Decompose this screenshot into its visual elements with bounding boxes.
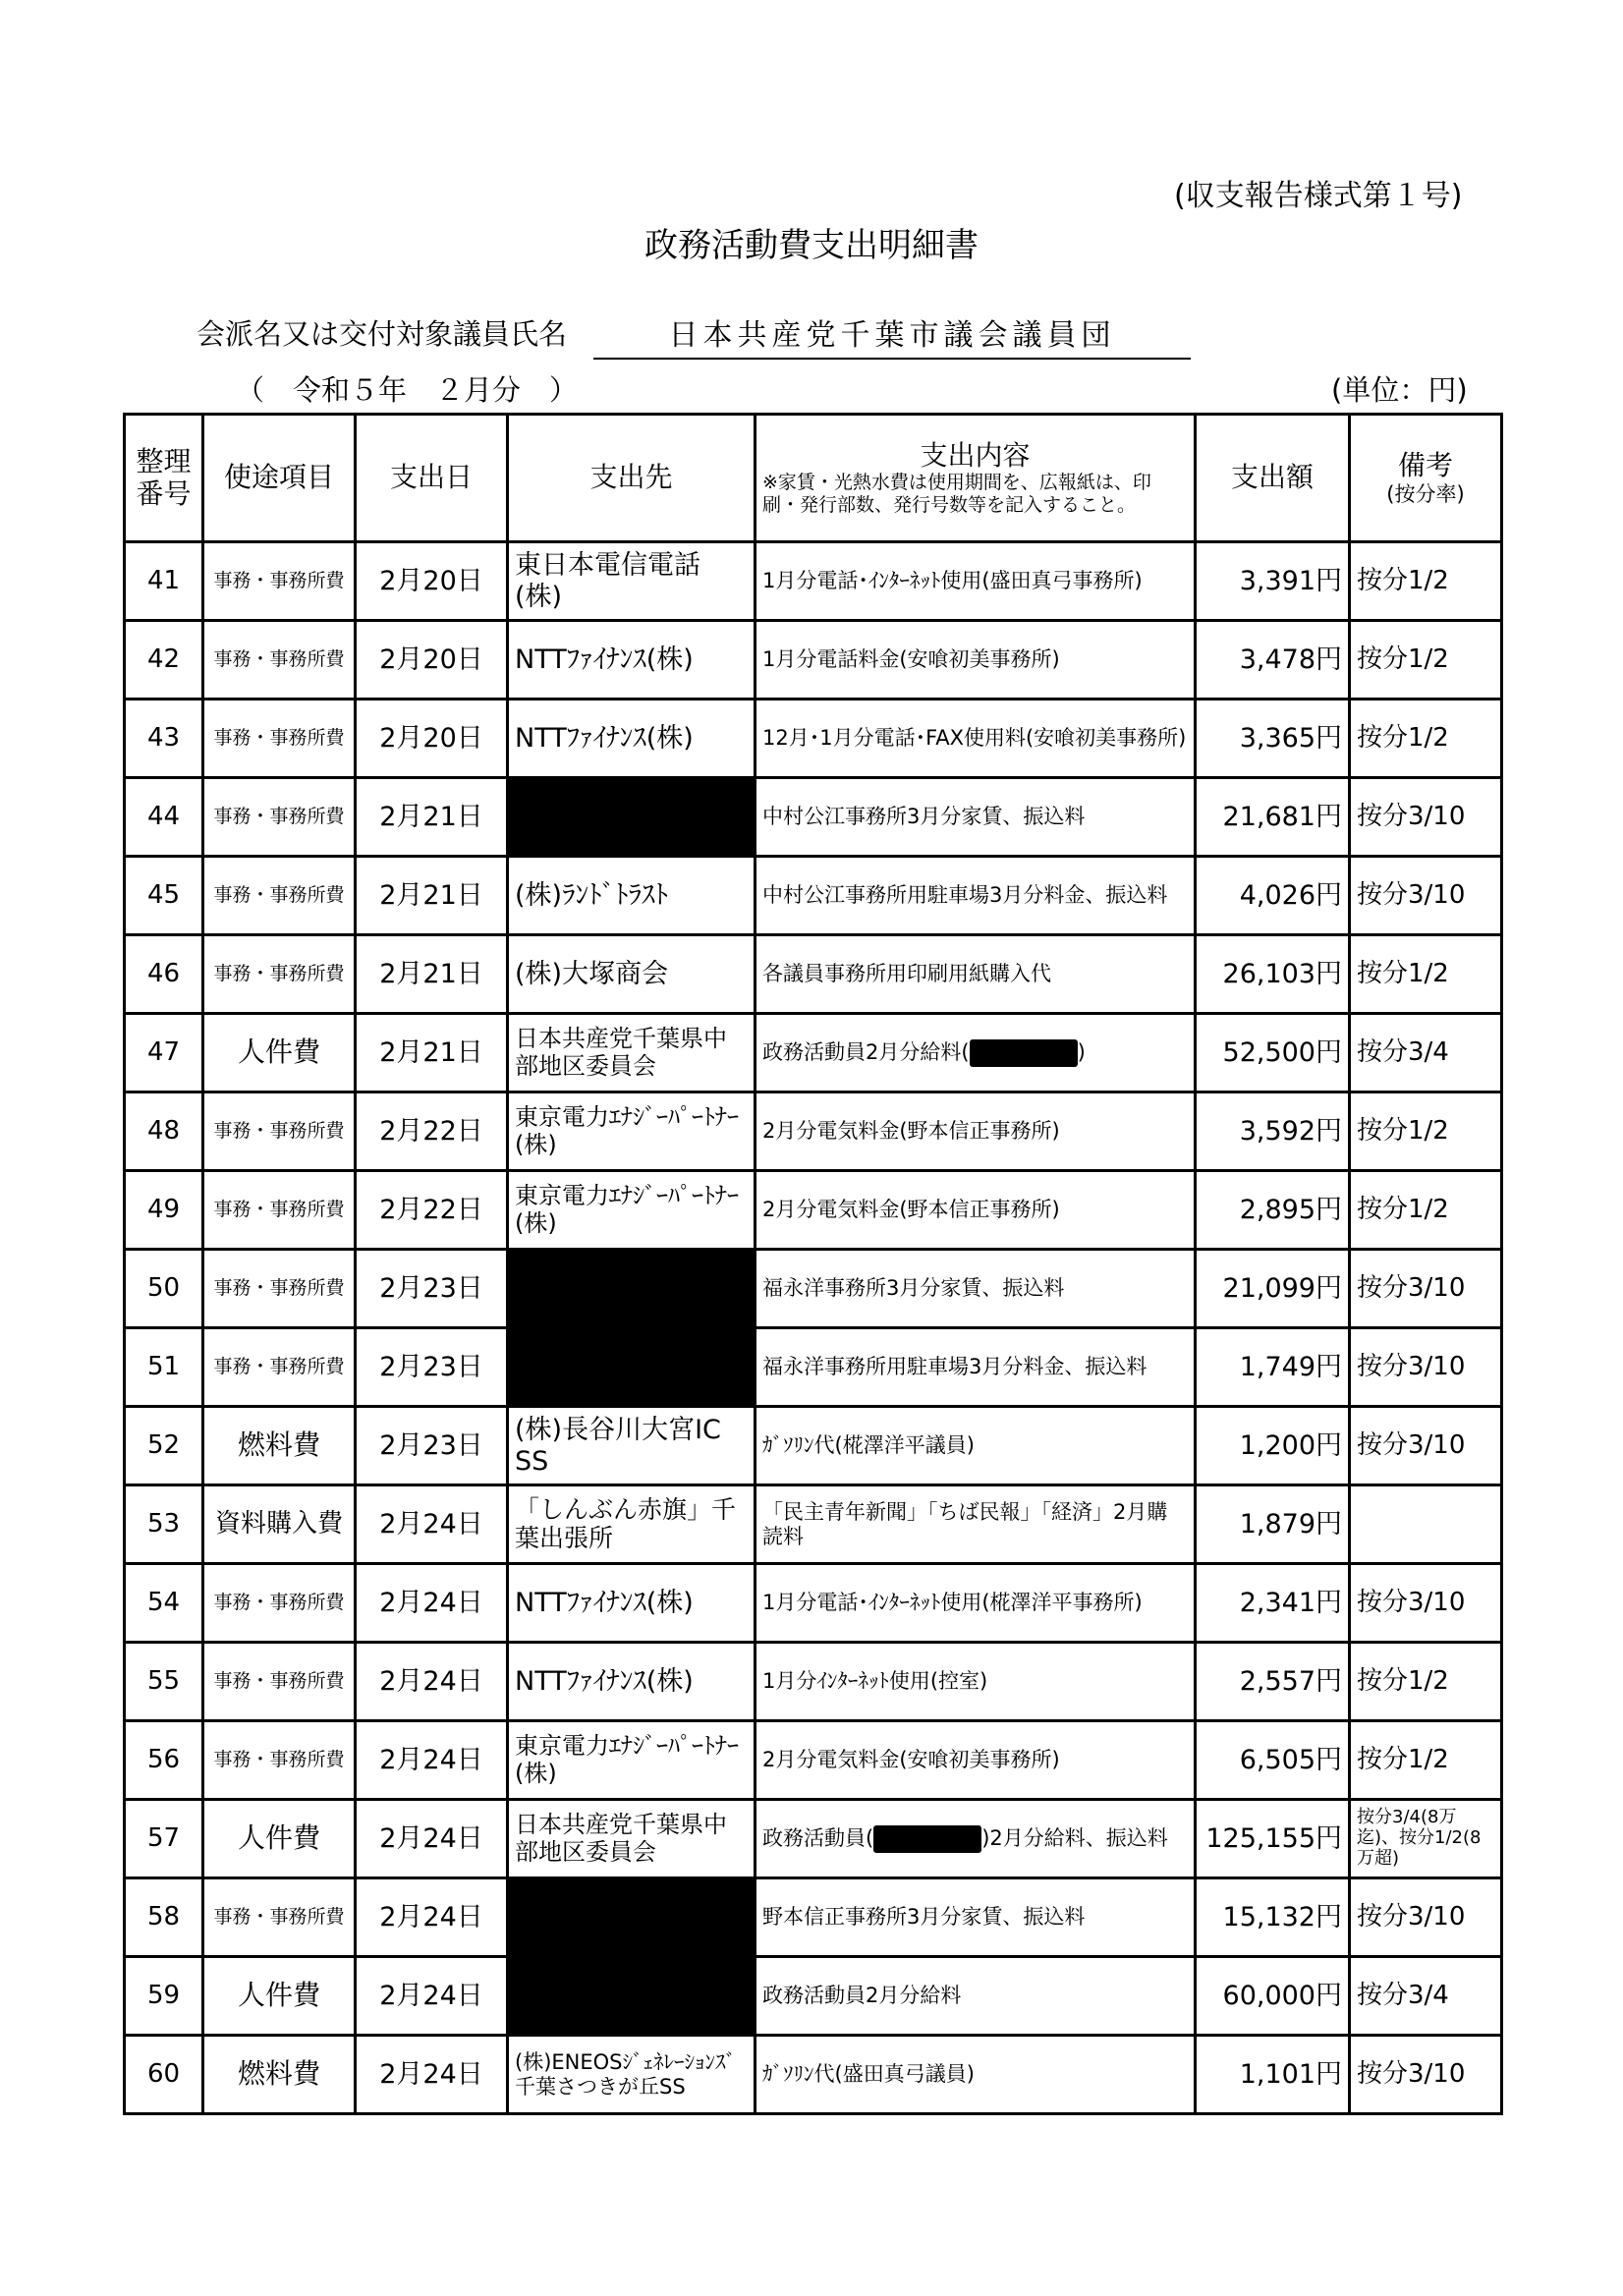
table-row <box>125 857 1502 935</box>
row-date: 2月21日 <box>356 935 508 1014</box>
row-remarks <box>1350 1485 1502 1564</box>
row-date: 2月22日 <box>356 1171 508 1250</box>
row-payee: 東京電力ｴﾅｼﾞｰﾊﾟｰﾄﾅｰ(株) <box>508 1171 756 1250</box>
row-category: 事務・事務所費 <box>203 1643 356 1721</box>
row-no: 53 <box>125 1485 203 1564</box>
row-payee: (株)大塚商会 <box>508 935 756 1014</box>
row-amount: 4,026円 <box>1196 857 1350 935</box>
row-remarks: 按分1/2 <box>1350 1721 1502 1800</box>
col-header-content-note: ※家賃・光熱水費は使用期間を、広報紙は、印刷・発行部数、発行号数等を記入すること。 <box>762 471 1151 516</box>
redaction-bar <box>873 1825 981 1853</box>
content-prefix: 政務活動員( <box>762 1825 874 1850</box>
row-date: 2月22日 <box>356 1092 508 1171</box>
row-amount: 3,391円 <box>1196 542 1350 621</box>
row-no: 59 <box>125 1957 203 2036</box>
row-no: 46 <box>125 935 203 1014</box>
redacted-payee <box>508 778 756 857</box>
row-no: 56 <box>125 1721 203 1800</box>
row-category: 事務・事務所費 <box>203 1721 356 1800</box>
table-row <box>125 1407 1502 1485</box>
page-title: 政務活動費支出明細書 <box>644 226 979 265</box>
table-row <box>125 542 1502 621</box>
row-amount: 1,879円 <box>1196 1485 1350 1564</box>
row-content: 中村公江事務所用駐車場3月分料金、振込料 <box>756 857 1196 935</box>
row-date: 2月24日 <box>356 2036 508 2114</box>
row-content: 野本信正事務所3月分家賃、振込料 <box>756 1878 1196 1957</box>
row-no: 42 <box>125 621 203 700</box>
row-amount: 125,155円 <box>1196 1800 1350 1878</box>
row-remarks: 按分3/10 <box>1350 2036 1502 2114</box>
row-category: 事務・事務所費 <box>203 1328 356 1407</box>
table-row <box>125 1721 1502 1800</box>
row-category: 事務・事務所費 <box>203 778 356 857</box>
row-amount: 2,341円 <box>1196 1564 1350 1643</box>
row-amount: 1,749円 <box>1196 1328 1350 1407</box>
row-content: 2月分電気料金(安喰初美事務所) <box>756 1721 1196 1800</box>
redaction-bar <box>970 1039 1078 1067</box>
table-row <box>125 700 1502 778</box>
row-remarks: 按分3/4 <box>1350 1957 1502 2036</box>
row-amount: 1,200円 <box>1196 1407 1350 1485</box>
row-payee: (株)長谷川大宮IC SS <box>508 1407 756 1485</box>
row-date: 2月21日 <box>356 1014 508 1092</box>
row-content <box>756 1800 1196 1878</box>
expense-table <box>123 413 1503 2115</box>
row-category: 事務・事務所費 <box>203 1171 356 1250</box>
row-remarks: 按分3/4(8万迄)、按分1/2(8万超) <box>1350 1800 1502 1878</box>
row-remarks: 按分1/2 <box>1350 542 1502 621</box>
table-row <box>125 1171 1502 1250</box>
row-no: 58 <box>125 1878 203 1957</box>
row-category: 事務・事務所費 <box>203 857 356 935</box>
row-remarks: 按分3/10 <box>1350 1328 1502 1407</box>
table-row <box>125 778 1502 857</box>
table-row <box>125 1328 1502 1407</box>
col-header-remarks <box>1350 415 1502 542</box>
row-payee: 東日本電信電話(株) <box>508 542 756 621</box>
row-category: 事務・事務所費 <box>203 1092 356 1171</box>
row-no: 41 <box>125 542 203 621</box>
row-amount: 1,101円 <box>1196 2036 1350 2114</box>
row-date: 2月24日 <box>356 1878 508 1957</box>
row-content: 1月分電話料金(安喰初美事務所) <box>756 621 1196 700</box>
row-payee: 「しんぶん赤旗」千葉出張所 <box>508 1485 756 1564</box>
table-row <box>125 1485 1502 1564</box>
row-remarks: 按分3/10 <box>1350 1878 1502 1957</box>
row-category: 燃料費 <box>203 2036 356 2114</box>
col-header-amount: 支出額 <box>1196 415 1350 542</box>
row-no: 50 <box>125 1250 203 1328</box>
row-remarks: 按分1/2 <box>1350 621 1502 700</box>
row-amount: 3,365円 <box>1196 700 1350 778</box>
row-content: 2月分電気料金(野本信正事務所) <box>756 1092 1196 1171</box>
row-remarks: 按分1/2 <box>1350 1643 1502 1721</box>
row-content <box>756 1014 1196 1092</box>
table-row <box>125 1878 1502 1957</box>
row-no: 44 <box>125 778 203 857</box>
row-category: 事務・事務所費 <box>203 621 356 700</box>
row-remarks: 按分1/2 <box>1350 1092 1502 1171</box>
table-row <box>125 1250 1502 1328</box>
col-header-no: 整理番号 <box>125 415 203 542</box>
row-remarks: 按分3/10 <box>1350 1564 1502 1643</box>
row-remarks: 按分3/10 <box>1350 857 1502 935</box>
row-content: 政務活動員2月分給料 <box>756 1957 1196 2036</box>
row-content: 1月分電話･ｲﾝﾀｰﾈｯﾄ使用(椛澤洋平事務所) <box>756 1564 1196 1643</box>
row-amount: 52,500円 <box>1196 1014 1350 1092</box>
row-content: 1月分ｲﾝﾀｰﾈｯﾄ使用(控室) <box>756 1643 1196 1721</box>
row-content: ｶﾞｿﾘﾝ代(盛田真弓議員) <box>756 2036 1196 2114</box>
row-date: 2月21日 <box>356 857 508 935</box>
row-amount: 26,103円 <box>1196 935 1350 1014</box>
table-row <box>125 1957 1502 2036</box>
row-no: 47 <box>125 1014 203 1092</box>
row-amount: 3,478円 <box>1196 621 1350 700</box>
row-no: 60 <box>125 2036 203 2114</box>
row-content: 12月･1月分電話･FAX使用料(安喰初美事務所) <box>756 700 1196 778</box>
row-payee: 東京電力ｴﾅｼﾞｰﾊﾟｰﾄﾅｰ(株) <box>508 1721 756 1800</box>
row-no: 57 <box>125 1800 203 1878</box>
row-amount: 21,681円 <box>1196 778 1350 857</box>
row-category: 人件費 <box>203 1014 356 1092</box>
content-prefix: 政務活動員2月分給料( <box>762 1039 970 1064</box>
row-content: ｶﾞｿﾘﾝ代(椛澤洋平議員) <box>756 1407 1196 1485</box>
row-amount: 21,099円 <box>1196 1250 1350 1328</box>
row-date: 2月24日 <box>356 1957 508 2036</box>
row-remarks: 按分3/4 <box>1350 1014 1502 1092</box>
row-no: 43 <box>125 700 203 778</box>
col-header-payee: 支出先 <box>508 415 756 542</box>
row-date: 2月24日 <box>356 1485 508 1564</box>
row-date: 2月23日 <box>356 1407 508 1485</box>
row-date: 2月23日 <box>356 1250 508 1328</box>
col-header-date: 支出日 <box>356 415 508 542</box>
period: （ 令和５年 ２月分 ） <box>236 373 579 407</box>
row-remarks: 按分1/2 <box>1350 935 1502 1014</box>
row-remarks: 按分1/2 <box>1350 1171 1502 1250</box>
row-category: 事務・事務所費 <box>203 700 356 778</box>
row-no: 51 <box>125 1328 203 1407</box>
row-payee: 東京電力ｴﾅｼﾞｰﾊﾟｰﾄﾅｰ(株) <box>508 1092 756 1171</box>
table-row <box>125 1564 1502 1643</box>
row-no: 55 <box>125 1643 203 1721</box>
row-content: 各議員事務所用印刷用紙購入代 <box>756 935 1196 1014</box>
row-amount: 15,132円 <box>1196 1878 1350 1957</box>
row-payee: (株)ﾗﾝﾄﾞﾄﾗｽﾄ <box>508 857 756 935</box>
row-category: 人件費 <box>203 1800 356 1878</box>
col-header-category: 使途項目 <box>203 415 356 542</box>
row-date: 2月24日 <box>356 1721 508 1800</box>
row-content: 福永洋事務所用駐車場3月分料金、振込料 <box>756 1328 1196 1407</box>
row-content: 福永洋事務所3月分家賃、振込料 <box>756 1250 1196 1328</box>
row-payee: 日本共産党千葉県中部地区委員会 <box>508 1014 756 1092</box>
col-header-content <box>756 415 1196 542</box>
redacted-payee <box>508 1878 756 2036</box>
row-remarks: 按分3/10 <box>1350 1250 1502 1328</box>
row-date: 2月24日 <box>356 1643 508 1721</box>
row-remarks: 按分1/2 <box>1350 700 1502 778</box>
row-amount: 60,000円 <box>1196 1957 1350 2036</box>
row-category: 人件費 <box>203 1957 356 2036</box>
col-header-remarks-sub: (按分率) <box>1386 481 1465 506</box>
col-header-content-title: 支出内容 <box>920 438 1031 472</box>
table-row <box>125 1014 1502 1092</box>
row-amount: 3,592円 <box>1196 1092 1350 1171</box>
row-date: 2月21日 <box>356 778 508 857</box>
row-date: 2月23日 <box>356 1328 508 1407</box>
content-suffix: ) <box>1077 1039 1086 1064</box>
row-payee: (株)ENEOSｼﾞｪﾈﾚｰｼｮﾝｽﾞ千葉さつきが丘SS <box>508 2036 756 2114</box>
row-remarks: 按分3/10 <box>1350 1407 1502 1485</box>
row-category: 資料購入費 <box>203 1485 356 1564</box>
row-date: 2月24日 <box>356 1564 508 1643</box>
row-no: 54 <box>125 1564 203 1643</box>
table-row <box>125 1092 1502 1171</box>
row-payee: NTTﾌｧｲﾅﾝｽ(株) <box>508 700 756 778</box>
row-amount: 6,505円 <box>1196 1721 1350 1800</box>
row-no: 49 <box>125 1171 203 1250</box>
row-category: 事務・事務所費 <box>203 1250 356 1328</box>
table-row <box>125 1800 1502 1878</box>
row-category: 事務・事務所費 <box>203 542 356 621</box>
col-header-remarks-title: 備考 <box>1397 449 1453 482</box>
table-row <box>125 2036 1502 2114</box>
unit-label: (単位：円) <box>1331 373 1468 407</box>
row-payee: 日本共産党千葉県中部地区委員会 <box>508 1800 756 1878</box>
row-date: 2月20日 <box>356 621 508 700</box>
table-header-row <box>125 415 1502 542</box>
redacted-payee <box>508 1250 756 1407</box>
row-category: 燃料費 <box>203 1407 356 1485</box>
table-row <box>125 935 1502 1014</box>
row-content: 1月分電話･ｲﾝﾀｰﾈｯﾄ使用(盛田真弓事務所) <box>756 542 1196 621</box>
row-no: 52 <box>125 1407 203 1485</box>
table-row <box>125 621 1502 700</box>
row-content: 中村公江事務所3月分家賃、振込料 <box>756 778 1196 857</box>
row-date: 2月20日 <box>356 700 508 778</box>
row-no: 45 <box>125 857 203 935</box>
row-amount: 2,895円 <box>1196 1171 1350 1250</box>
row-payee: NTTﾌｧｲﾅﾝｽ(株) <box>508 1564 756 1643</box>
form-number: (収支報告様式第１号) <box>1174 179 1463 213</box>
row-date: 2月20日 <box>356 542 508 621</box>
row-amount: 2,557円 <box>1196 1643 1350 1721</box>
row-payee: NTTﾌｧｲﾅﾝｽ(株) <box>508 1643 756 1721</box>
group-name: 日本共産党千葉市議会議員団 <box>593 310 1191 360</box>
row-category: 事務・事務所費 <box>203 935 356 1014</box>
row-category: 事務・事務所費 <box>203 1878 356 1957</box>
row-content: 2月分電気料金(野本信正事務所) <box>756 1171 1196 1250</box>
content-suffix: )2月分給料、振込料 <box>981 1825 1168 1850</box>
row-payee: NTTﾌｧｲﾅﾝｽ(株) <box>508 621 756 700</box>
row-remarks: 按分3/10 <box>1350 778 1502 857</box>
row-date: 2月24日 <box>356 1800 508 1878</box>
row-content: 「民主青年新聞」「ちば民報」「経済」2月購読料 <box>756 1485 1196 1564</box>
group-label: 会派名又は交付対象議員氏名 <box>196 317 568 351</box>
row-no: 48 <box>125 1092 203 1171</box>
table-row <box>125 1643 1502 1721</box>
row-category: 事務・事務所費 <box>203 1564 356 1643</box>
